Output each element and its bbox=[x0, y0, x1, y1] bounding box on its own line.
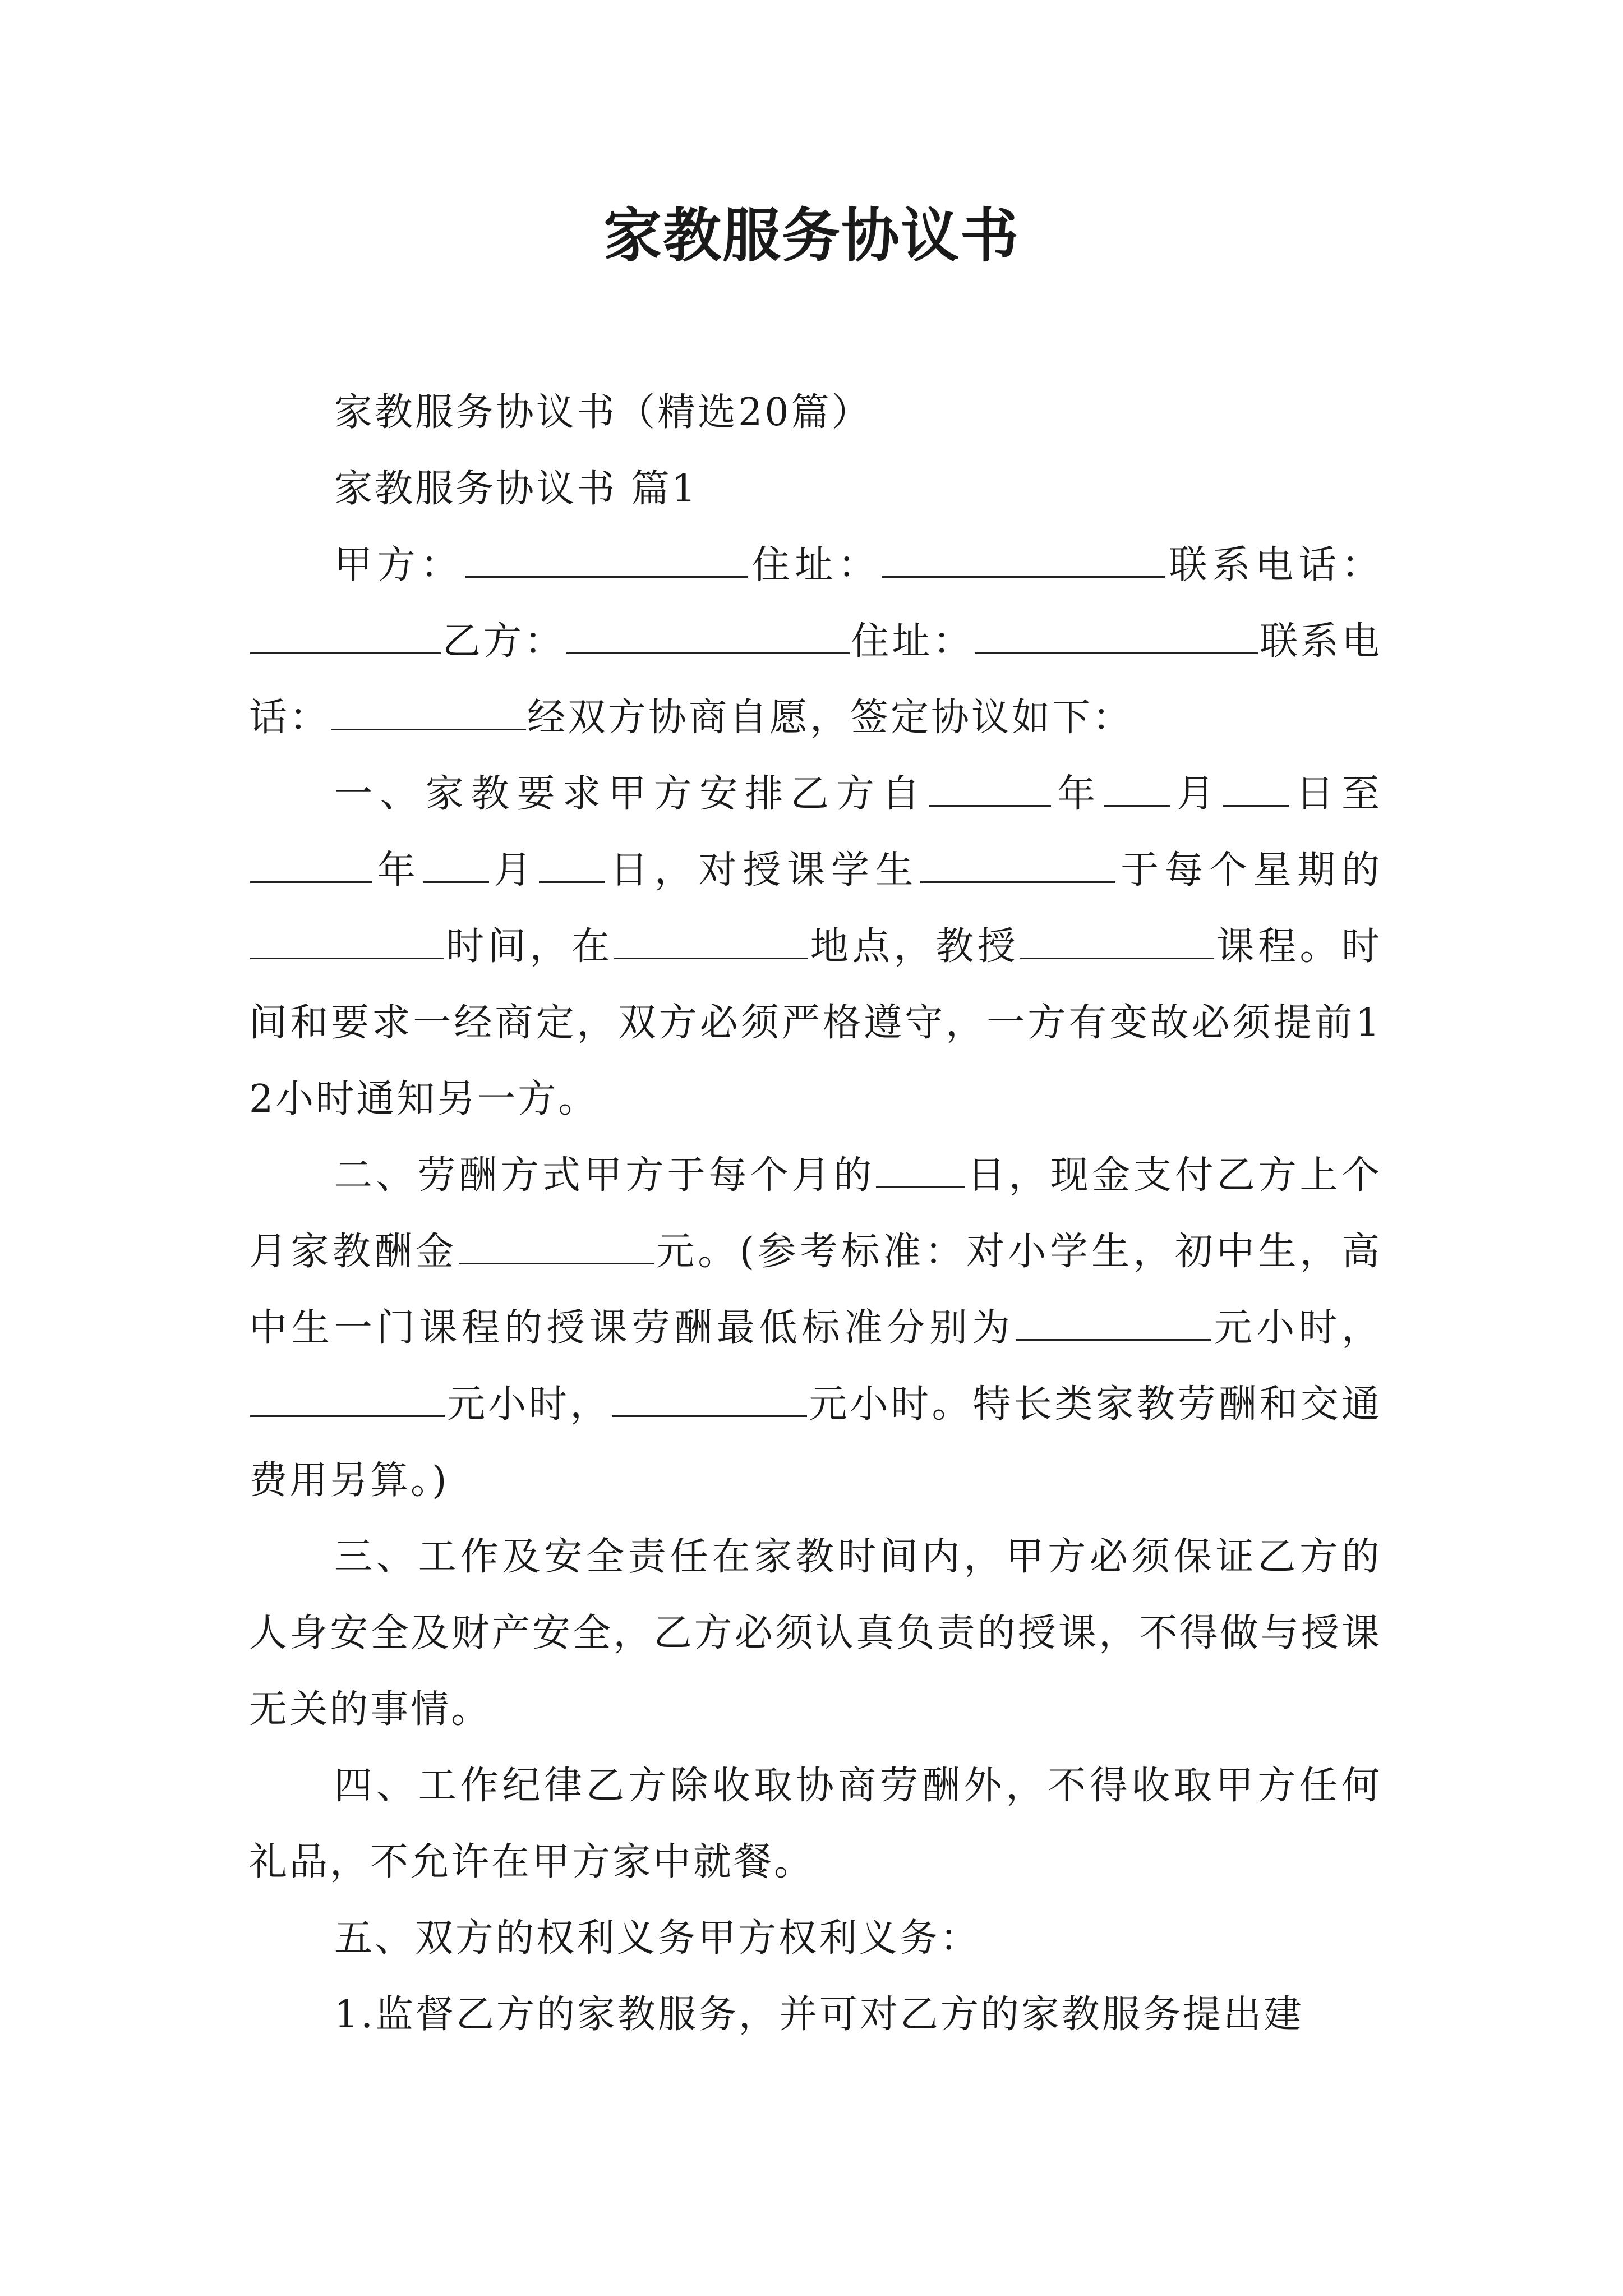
clause-1-year2: 年 bbox=[374, 848, 422, 892]
clause-2-text-b: 日，现金支付乙方上个月家教酬金 bbox=[249, 1153, 1382, 1274]
start-month-blank[interactable] bbox=[1104, 769, 1170, 807]
clause-1 bbox=[249, 756, 1382, 1138]
party-b-label: 乙方： bbox=[442, 619, 565, 664]
address-a-blank[interactable] bbox=[882, 540, 1165, 578]
clause-1-each: 于每个 bbox=[1117, 848, 1253, 892]
course-blank[interactable] bbox=[1020, 921, 1214, 959]
clause-1-text-a: 一、家教要求甲方安排乙方自 bbox=[334, 772, 928, 816]
student-blank[interactable] bbox=[920, 845, 1115, 883]
start-day-blank[interactable] bbox=[1223, 769, 1289, 807]
clause-2-text-d: 元小时， bbox=[1211, 1306, 1382, 1350]
end-month-blank[interactable] bbox=[423, 845, 489, 883]
clause-3: 三、工作及安全责任在家教时间内，甲方必须保证乙方的人身安全及财产安全，乙方必须认真负责的授课，不得做与授课无关的事情。 bbox=[249, 1535, 1382, 1732]
start-year-blank[interactable] bbox=[929, 769, 1051, 807]
clause-1-month2: 月 bbox=[490, 848, 538, 892]
clause-1-day2: 日，对授课学生 bbox=[606, 848, 920, 892]
phone-b-label-2: 电话： bbox=[249, 619, 1382, 740]
party-a-blank[interactable] bbox=[465, 540, 748, 578]
clause-1-day1: 日 bbox=[1290, 772, 1341, 816]
clause-2-text-e: 元小时， bbox=[446, 1382, 611, 1427]
clause-1-month1: 月 bbox=[1171, 772, 1223, 816]
phone-a-label: 联系电话： bbox=[1166, 543, 1382, 587]
parties-paragraph bbox=[249, 527, 1382, 756]
time-blank[interactable] bbox=[250, 921, 444, 959]
clause-5: 五、双方的权利义务甲方权利义务： bbox=[334, 1916, 981, 1961]
address-b-label: 住址： bbox=[850, 619, 974, 664]
section-heading: 家教服务协议书 篇1 bbox=[334, 467, 698, 511]
document-title: 家教服务协议书 bbox=[603, 201, 1020, 270]
pay-day-blank[interactable] bbox=[876, 1150, 965, 1188]
clause-1-time: 时间，在 bbox=[445, 924, 614, 969]
clause-2-text-a: 二、劳酬方式甲方于每个月的 bbox=[334, 1153, 875, 1198]
clause-1-rest: 课程。时间和要求一经商定，双方必须严格遵守，一方有变故必须提前12小时通知另一方。 bbox=[249, 924, 1382, 1121]
clause-1-to: 至 bbox=[1341, 772, 1382, 816]
subtitle: 家教服务协议书（精选20篇） bbox=[334, 390, 872, 435]
end-day-blank[interactable] bbox=[539, 845, 605, 883]
clause-1-place: 地点，教授 bbox=[809, 924, 1020, 969]
agreement-text: 经双方协商自愿，签定协议如下： bbox=[527, 696, 1133, 740]
phone-b-label-1: 联系 bbox=[1259, 619, 1341, 664]
junior-rate-blank[interactable] bbox=[250, 1379, 445, 1417]
item-1: 1.监督乙方的家教服务，并可对乙方的家教服务提出建 bbox=[334, 1993, 1304, 2037]
fee-blank[interactable] bbox=[459, 1226, 654, 1264]
party-a-label: 甲方： bbox=[334, 543, 464, 587]
clause-1-year1: 年 bbox=[1052, 772, 1103, 816]
party-b-blank[interactable] bbox=[566, 616, 850, 654]
senior-rate-blank[interactable] bbox=[612, 1379, 807, 1417]
clause-1-week: 星期的 bbox=[1253, 848, 1382, 892]
clause-2-text-f: 元小时。特长类家教劳酬和交通费用另算。) bbox=[249, 1382, 1382, 1503]
place-blank[interactable] bbox=[614, 921, 808, 959]
clause-4: 四、工作纪律乙方除收取协商劳酬外，不得收取甲方任何礼品，不允许在甲方家中就餐。 bbox=[249, 1764, 1382, 1884]
address-b-blank[interactable] bbox=[975, 616, 1258, 654]
end-year-blank[interactable] bbox=[250, 845, 372, 883]
address-a-label: 住址： bbox=[749, 543, 881, 587]
document-body bbox=[249, 375, 1382, 2053]
clause-2-text-c: 元。(参考标准：对小学生，初中生，高中生一门课程的授课劳酬最低标准分别为 bbox=[249, 1230, 1382, 1350]
primary-rate-blank[interactable] bbox=[1016, 1303, 1211, 1341]
clause-2 bbox=[249, 1138, 1382, 1519]
phone-a-blank[interactable] bbox=[250, 616, 441, 654]
phone-b-blank[interactable] bbox=[331, 692, 526, 730]
